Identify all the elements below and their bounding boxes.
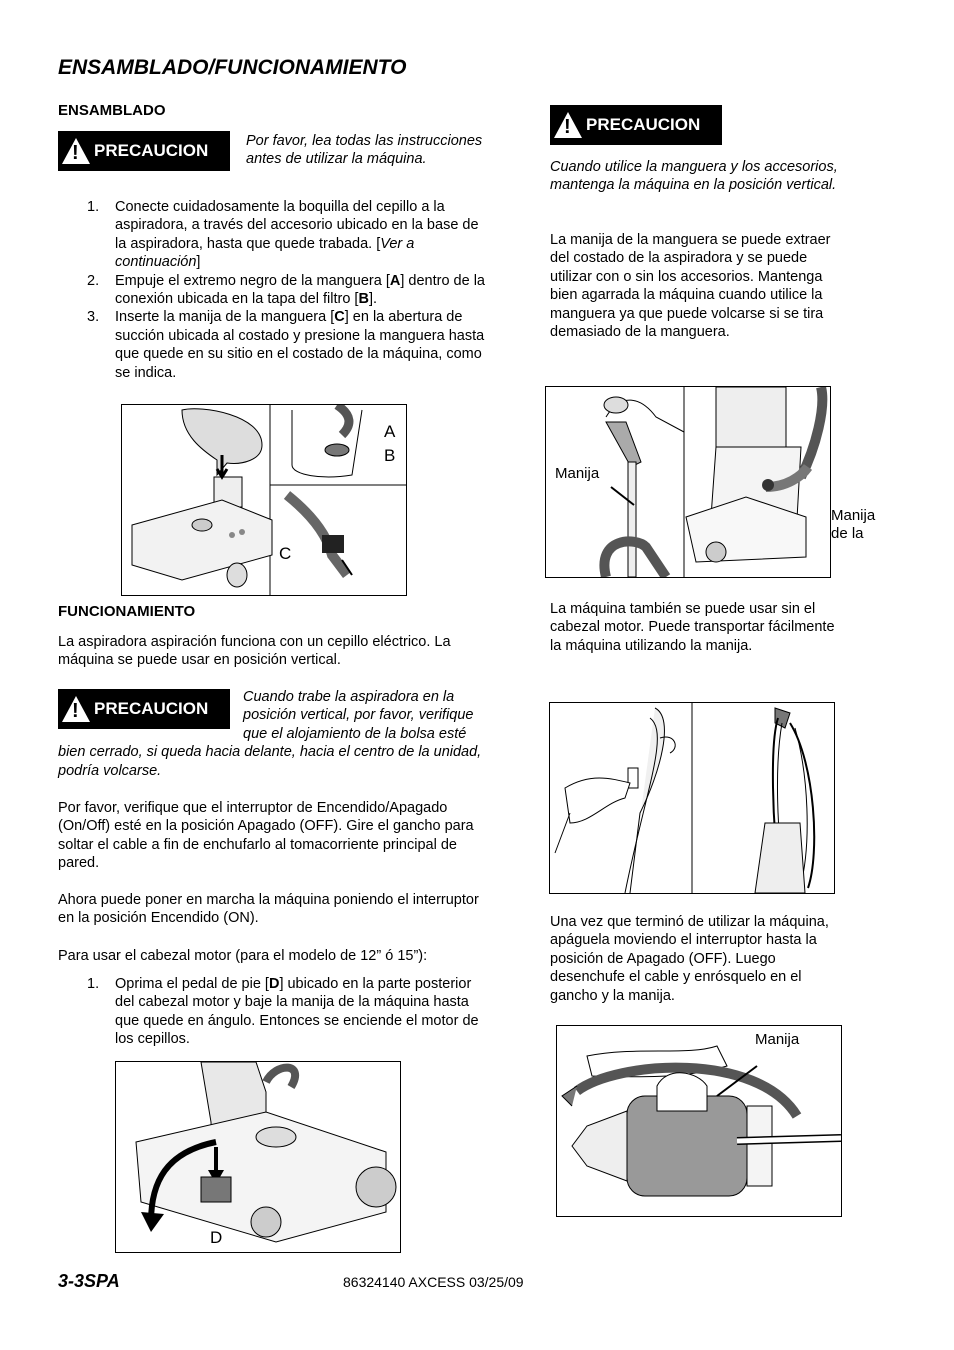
label-d: D bbox=[210, 1228, 223, 1247]
list-item: 2. Empuje el extremo negro de la manguera [A] dentro de la conexión ubicada en la tapa del filtro [B]. bbox=[87, 272, 485, 308]
list-item: 1. Conecte cuidadosamente la boquilla del cepillo a la aspiradora, a través del accesorio ubicado en la base de la aspiradora, hasta que quede trabada. [Ver a continuación] bbox=[87, 199, 479, 271]
operation-intro: La aspiradora aspiración funciona con un cepillo eléctrico. La máquina se puede usar en posición vertical. bbox=[58, 634, 451, 669]
hose-handle-label: Manija de la bbox=[831, 507, 876, 542]
page-title: ENSAMBLADO/FUNCIONAMIENTO bbox=[58, 56, 407, 79]
list-item: 1. Oprima el pedal de pie [D] ubicado en la parte posterior del cabezal motor y baje la manija de la máquina hasta que quede en ángulo. Entonces se enciende el motor de los cepillos. bbox=[87, 976, 479, 1048]
paragraph: La manija de la manguera se puede extraer del costado de la aspiradora y se puede utilizar con o sin los accesorios. Mantenga bien agarrada la máquina cuando utilice la manguera ya que puede volcarse si se tira demasiado de la manguera. bbox=[550, 232, 831, 341]
caution-text: Cuando trabe la aspiradora en la posición vertical, por favor, verifique que el alojamiento de la bolsa esté bien cerrado, si queda hacia delante, hacia el centro de la unidad, podría volcarse. bbox=[58, 689, 482, 779]
warning-icon: ! bbox=[62, 696, 90, 722]
carry-figure bbox=[556, 1025, 842, 1217]
vacuum-assembly-illustration bbox=[122, 405, 406, 595]
handle-label: Manija bbox=[555, 465, 600, 482]
caution-badge bbox=[550, 105, 722, 145]
paragraph: Una vez que terminó de utilizar la máquina, apáguela moviendo el interruptor hasta la posición de Apagado (OFF). Luego desenchufe el cable y enrósquelo en el gancho y la manija. bbox=[550, 914, 829, 1004]
warning-icon: ! bbox=[554, 112, 582, 138]
assembly-figure bbox=[121, 404, 407, 596]
paragraph: Por favor, verifique que el interruptor de Encendido/Apagado (On/Off) esté en la posición Apagado (OFF). Gire el gancho para soltar el cable a fin de enchufarlo al tomacorriente principal de pared. bbox=[58, 800, 474, 872]
caution-text: Cuando utilice la manguera y los accesorios, mantenga la máquina en la posición vertical. bbox=[550, 159, 838, 194]
operation-heading: FUNCIONAMIENTO bbox=[58, 603, 196, 620]
label-c: C bbox=[279, 544, 292, 563]
label-b: B bbox=[384, 446, 396, 465]
label-a: A bbox=[384, 422, 396, 441]
caution-label: PRECAUCION bbox=[94, 141, 209, 160]
warning-icon: ! bbox=[62, 138, 90, 164]
carry-illustration bbox=[557, 1026, 841, 1216]
cord-hook-illustration bbox=[550, 703, 834, 893]
hose-handle-illustration bbox=[546, 387, 830, 577]
assembly-steps bbox=[58, 198, 488, 382]
paragraph: Para usar el cabezal motor (para el modelo de 12” ó 15”): bbox=[58, 948, 428, 964]
caution-label: PRECAUCION bbox=[586, 115, 701, 134]
handle-label: Manija bbox=[755, 1031, 800, 1048]
page-number: 3-3SPA bbox=[58, 1271, 120, 1291]
cord-hook-figure bbox=[549, 702, 835, 894]
hose-handle-figure bbox=[545, 386, 831, 578]
caution-badge bbox=[58, 131, 230, 171]
caution-label: PRECAUCION bbox=[94, 699, 209, 718]
operation-steps bbox=[58, 975, 488, 1049]
caution-text: Por favor, lea todas las instrucciones antes de utilizar la máquina. bbox=[246, 133, 483, 168]
paragraph: Ahora puede poner en marcha la máquina poniendo el interruptor en la posición Encendido (ON). bbox=[58, 892, 479, 927]
paragraph: La máquina también se puede usar sin el cabezal motor. Puede transportar fácilmente la máquina utilizando la manija. bbox=[550, 601, 835, 654]
assembly-heading: ENSAMBLADO bbox=[58, 102, 166, 119]
document-id: 86324140 AXCESS 03/25/09 bbox=[343, 1274, 524, 1290]
foot-pedal-illustration bbox=[116, 1062, 400, 1252]
list-item: 3. Inserte la manija de la manguera [C] en la abertura de succión ubicada al costado y presione la manguera hasta que quede en su sitio en el costado de la máquina, como se indica. bbox=[87, 309, 485, 381]
powerhead-figure bbox=[115, 1061, 401, 1253]
